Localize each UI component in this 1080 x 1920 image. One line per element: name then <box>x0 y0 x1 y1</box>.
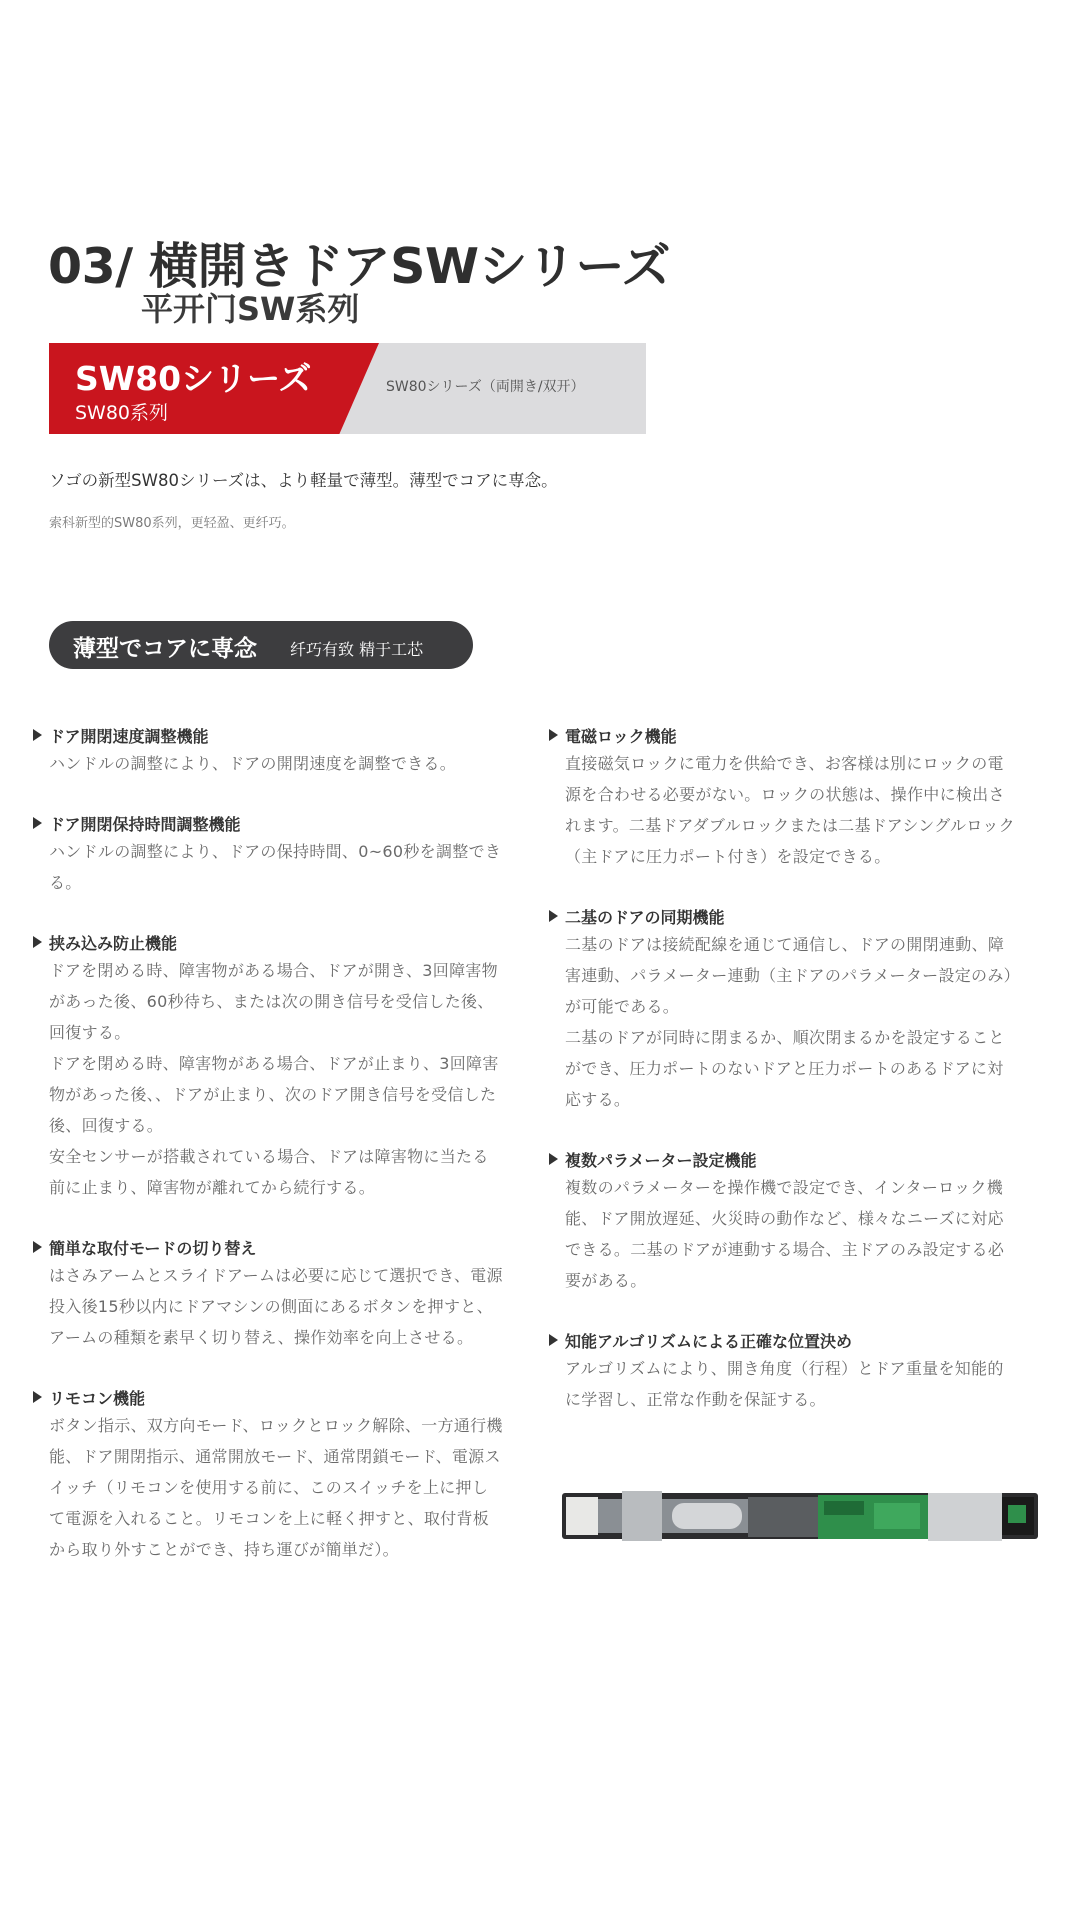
feature-paragraph: ドアを閉める時、障害物がある場合、ドアが止まり、3回障害物があった後、、ドアが止まり、次のドア開き信号を受信した後、回復する。 <box>49 1054 499 1135</box>
feature-item <box>33 810 503 898</box>
triangle-bullet-icon <box>33 817 42 829</box>
page-subtitle: 平开门SW系列 <box>141 290 360 328</box>
feature-paragraph: 安全センサーが搭載されている場合、ドアは障害物に当たる前に止まり、障害物が離れてから続行する。 <box>49 1147 489 1197</box>
feature-paragraph: 直接磁気ロックに電力を供給でき、お客様は別にロックの電源を合わせる必要がない。ロックの状態は、操作中に検出されます。二基ドアダブルロックまたは二基ドアシングルロック（主ドアに圧力ポート付き）を設定できる。 <box>565 754 1015 866</box>
feature-title: 知能アルゴリズムによる正確な位置決め <box>565 1331 853 1351</box>
section-pill-title: 薄型でコアに専念 <box>73 636 257 662</box>
feature-description <box>49 1260 503 1353</box>
feature-title: 電磁ロック機能 <box>565 726 677 746</box>
banner-subtitle: SW80系列 <box>75 402 169 424</box>
section-pill-subtitle: 纤巧有致 精于工芯 <box>290 640 424 659</box>
feature-item <box>33 722 503 779</box>
banner-variant-label: SW80シリーズ（両開き/双开） <box>386 379 585 395</box>
feature-description <box>49 955 503 1203</box>
feature-title: リモコン機能 <box>49 1388 146 1408</box>
feature-title: ドア開閉速度調整機能 <box>49 726 209 746</box>
feature-item <box>549 722 1019 872</box>
feature-paragraph: アルゴリズムにより、開き角度（行程）とドア重量を知能的に学習し、正常な作動を保証する。 <box>565 1359 1004 1409</box>
feature-paragraph: ハンドルの調整により、ドアの保持時間、0~60秒を調整できる。 <box>49 842 502 892</box>
feature-item <box>33 929 503 1203</box>
intro-text-ja: ソゴの新型SW80シリーズは、より軽量で薄型。薄型でコアに専念。 <box>49 471 558 490</box>
intro-text-zh: 索科新型的SW80系列，更轻盈、更纤巧。 <box>49 516 295 531</box>
feature-column-left <box>33 722 503 1596</box>
feature-heading <box>33 1384 503 1410</box>
triangle-bullet-icon <box>549 1153 558 1165</box>
feature-description <box>49 1410 503 1565</box>
feature-heading <box>549 1146 1019 1172</box>
feature-description <box>565 1353 1019 1415</box>
feature-description <box>49 836 503 898</box>
feature-title: 簡単な取付モードの切り替え <box>49 1238 257 1258</box>
feature-heading <box>549 722 1019 748</box>
feature-paragraph: 二基のドアは接続配線を通じて通信し、ドアの開閉連動、障害連動、パラメーター連動（主ドアのパラメーター設定のみ）が可能である。 <box>565 935 1012 1016</box>
feature-paragraph: ドアを閉める時、障害物がある場合、ドアが開き、3回障害物があった後、60秒待ち、または次の開き信号を受信した後、回復する。 <box>49 961 498 1042</box>
feature-description <box>565 1172 1019 1296</box>
triangle-bullet-icon <box>33 1391 42 1403</box>
feature-item <box>33 1384 503 1565</box>
feature-paragraph: ハンドルの調整により、ドアの開閉速度を調整できる。 <box>49 754 457 773</box>
feature-description <box>565 748 1019 872</box>
feature-item <box>549 1327 1019 1415</box>
feature-item <box>549 903 1019 1115</box>
feature-column-right <box>549 722 1019 1446</box>
triangle-bullet-icon <box>549 729 558 741</box>
triangle-bullet-icon <box>33 936 42 948</box>
feature-title: 挟み込み防止機能 <box>49 933 178 953</box>
feature-paragraph: 二基のドアが同時に閉まるか、順次閉まるかを設定することができ、圧力ポートのないドアと圧力ポートのあるドアに対応する。 <box>565 1028 1005 1109</box>
feature-title: 複数パラメーター設定機能 <box>565 1150 757 1170</box>
feature-paragraph: はさみアームとスライドアームは必要に応じて選択でき、電源投入後15秒以内にドアマシンの側面にあるボタンを押すと、アームの種類を素早く切り替え、操作効率を向上させる。 <box>49 1266 503 1347</box>
feature-title: ドア開閉保持時間調整機能 <box>49 814 241 834</box>
feature-description <box>565 929 1019 1115</box>
banner-title: SW80シリーズ <box>75 359 312 398</box>
feature-heading <box>33 1234 503 1260</box>
feature-heading <box>33 810 503 836</box>
feature-heading <box>549 1327 1019 1353</box>
page-title: 03/ 横開きドアSWシリーズ <box>48 238 671 295</box>
triangle-bullet-icon <box>33 1241 42 1253</box>
feature-item <box>549 1146 1019 1296</box>
feature-description <box>49 748 503 779</box>
feature-heading <box>33 722 503 748</box>
feature-item <box>33 1234 503 1353</box>
door-operator-product-image <box>562 1487 1038 1545</box>
feature-paragraph: ボタン指示、双方向モード、ロックとロック解除、一方通行機能、ドア開閉指示、通常開放モード、通常閉鎖モード、電源スイッチ（リモコンを使用する前に、このスイッチを上に押して電源を入れること。リモコンを上に軽く押すと、取付背板から取り外すことができ、持ち運びが簡単だ）。 <box>49 1416 503 1559</box>
triangle-bullet-icon <box>33 729 42 741</box>
section-pill <box>49 621 473 669</box>
series-banner <box>49 343 646 434</box>
feature-heading <box>33 929 503 955</box>
feature-title: 二基のドアの同期機能 <box>565 907 725 927</box>
triangle-bullet-icon <box>549 1334 558 1346</box>
feature-paragraph: 複数のパラメーターを操作機で設定でき、インターロック機能、ドア開放遅延、火災時の動作など、様々なニーズに対応できる。二基のドアが連動する場合、主ドアのみ設定する必要がある。 <box>565 1178 1005 1290</box>
feature-heading <box>549 903 1019 929</box>
triangle-bullet-icon <box>549 910 558 922</box>
